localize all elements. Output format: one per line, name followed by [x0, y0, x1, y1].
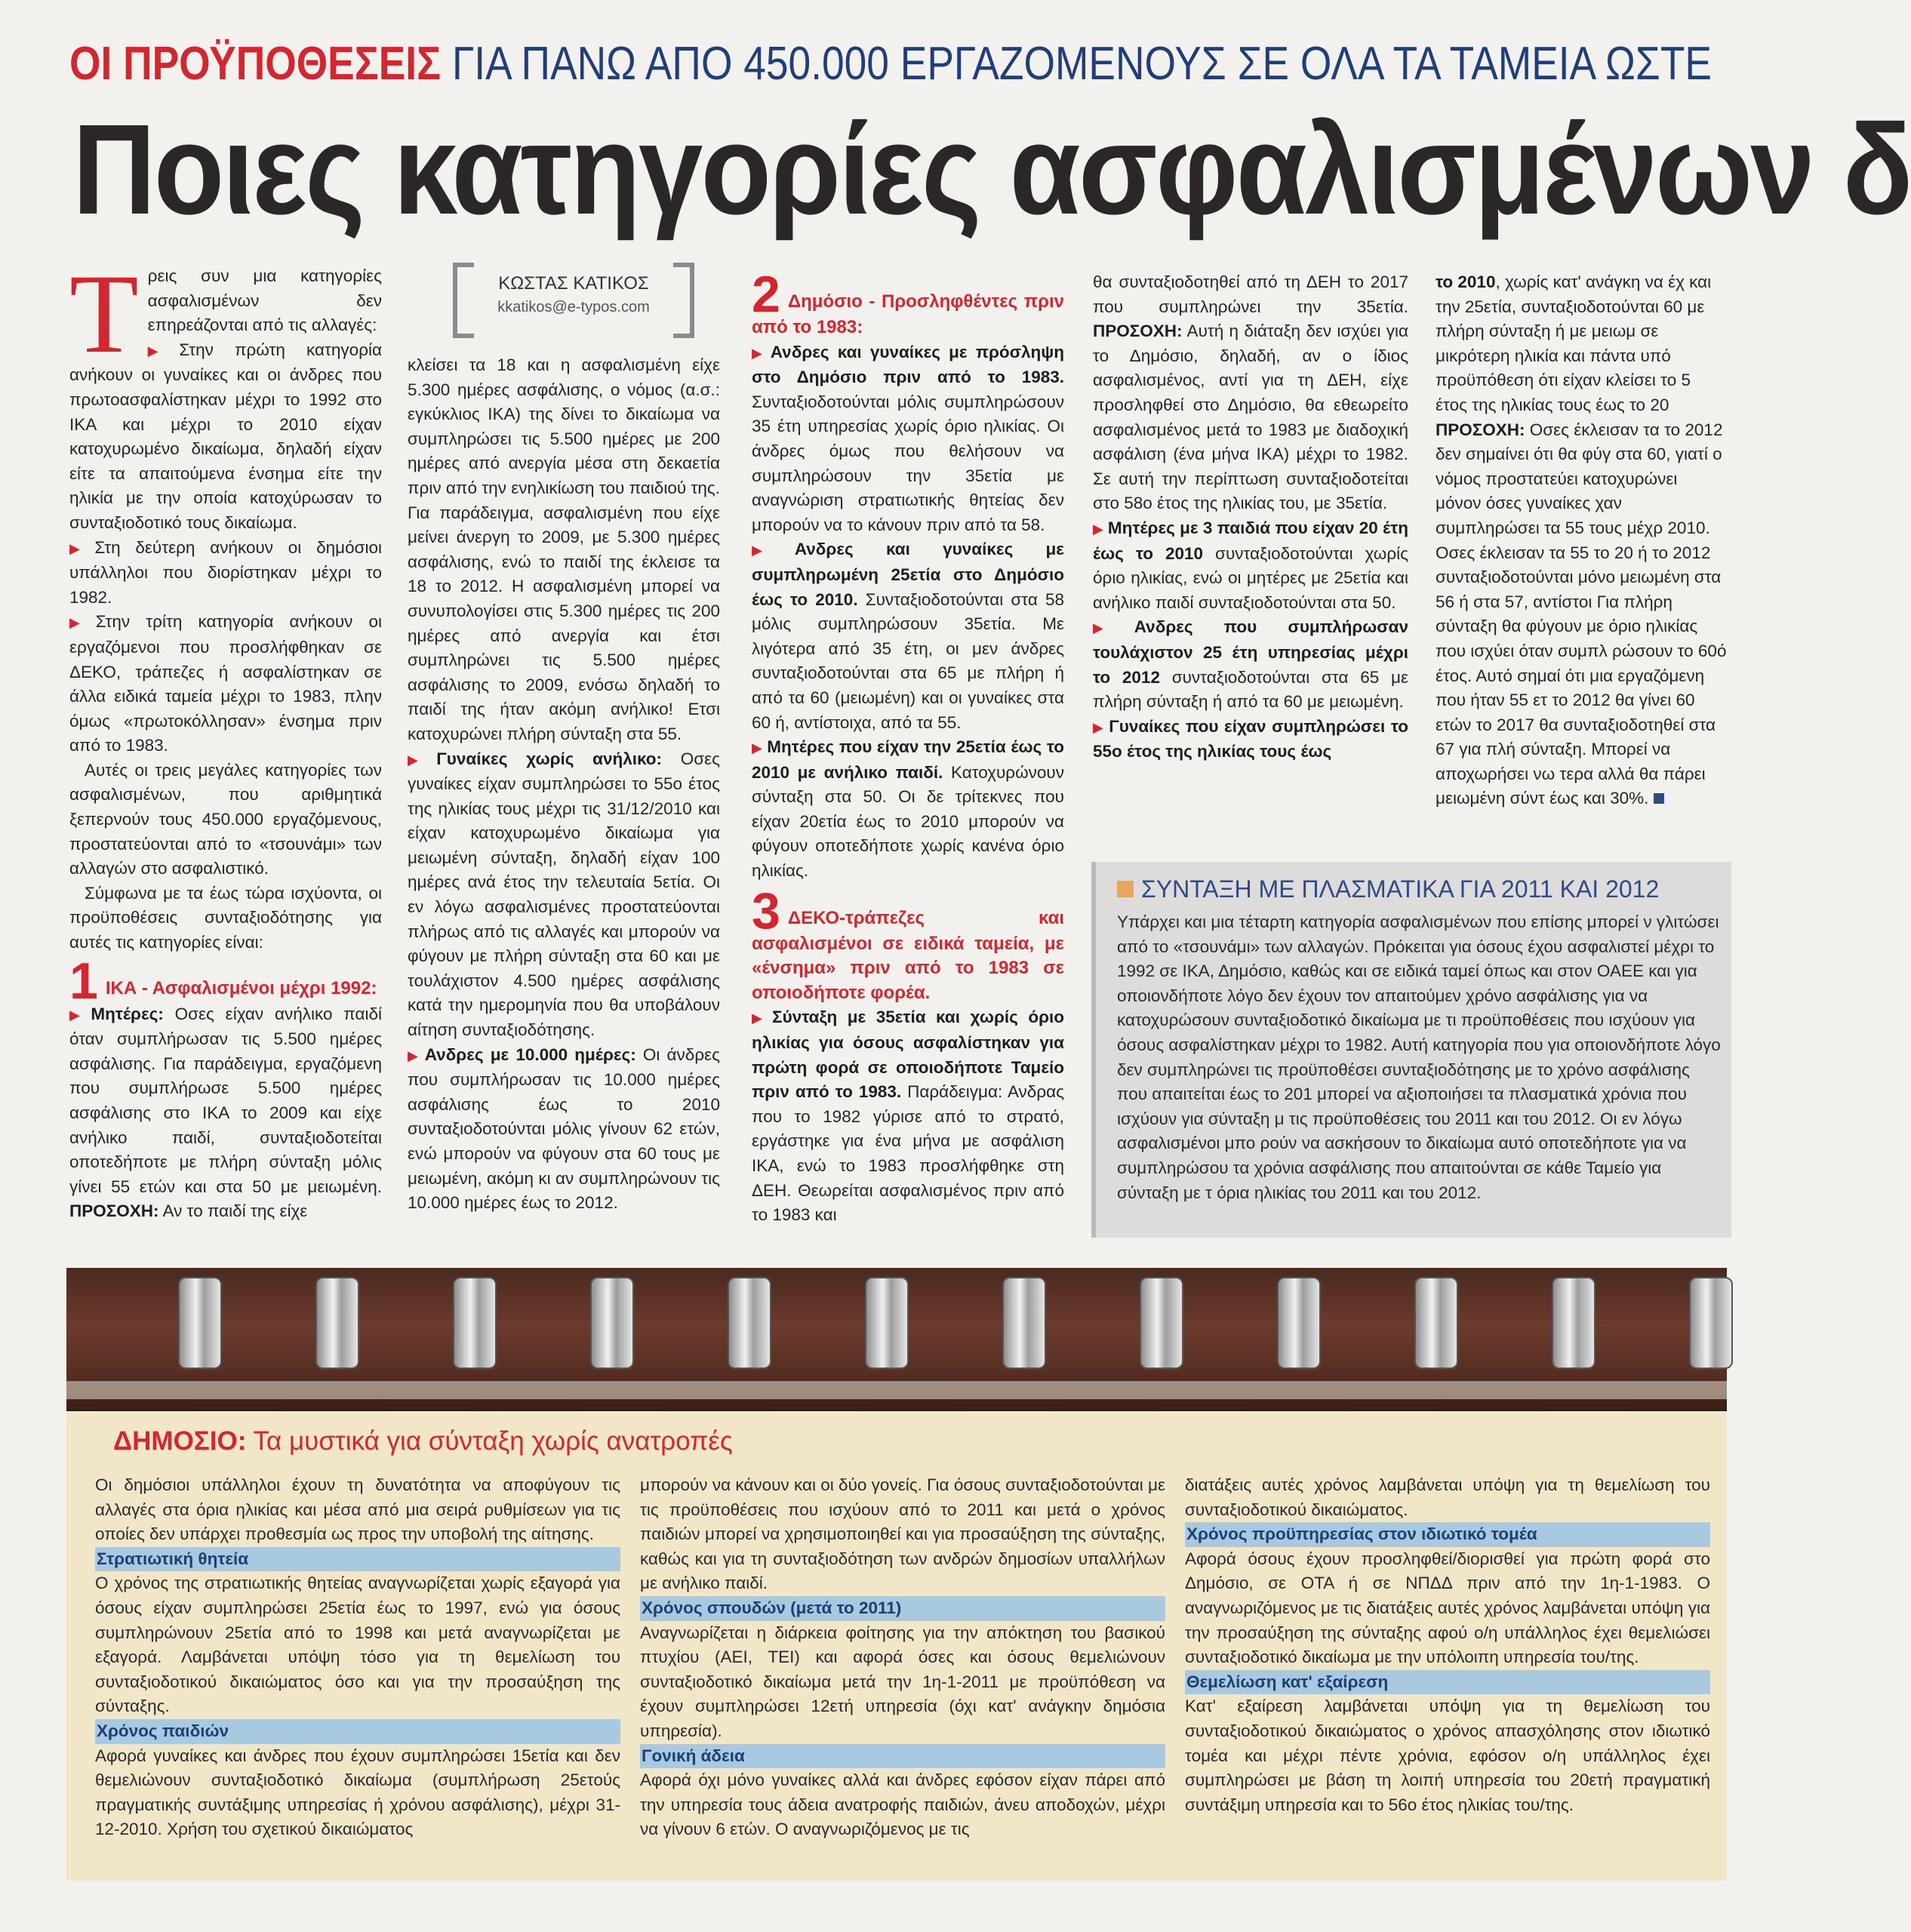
arrow-icon: ▶	[69, 1007, 87, 1023]
box-column-1	[95, 1473, 620, 1842]
paragraph: Οσες γυναίκες είχαν συμπληρώσει το 55ο έτος της ηλικίας τους μέχρι τις 31/12/2010 και είχαν κατοχυρωμένο δικαίωμα για μειωμένη σύνταξη, δηλαδή είχαν 100 ημέρες ανά έτος την τελευταία 5ετία. Οι εν λόγω ασφαλισμένες προστατεύονται πλήρως από τις αλλαγές και μπορούν να φύγουν με πλήρη σύνταξη στα 60 και με τουλάχιστον 4.500 ημέρες ασφάλισης κατά την ημερομηνία που θα υποβάλουν αίτηση συνταξιοδότησης.	[408, 749, 720, 1040]
paragraph: Οι άνδρες που συμπλήρωσαν τις 10.000 ημέρες ασφάλισης έως το 2010 συνταξιοδοτούνται μόλις γίνουν 62 ετών, ενώ μπορούν να φύγουν στα 60 τους με μειωμένη, ακόμη κι αν συμπληρώνουν τις 10.000 ημέρες έως το 2012.	[408, 1044, 720, 1213]
paragraph: Συνταξιοδοτούνται μόλις συμπληρώσουν 35 έτη υπηρεσίας χωρίς όριο ηλικίας. Οι άνδρες όμως που θελήσουν να συμπληρώσουν την 35ετία με αναγνώριση στρατιωτικής θητείας δεν μπορούν να το κάνουν πριν από τα 58.	[752, 392, 1064, 534]
author-email: kkatikos@e-typos.com	[497, 299, 650, 315]
arrow-icon: ▶	[752, 1011, 768, 1026]
bold-lead: Γυναίκες που είχαν συμπληρώσει το 55ο έτος της ηλικίας τους έως	[1093, 716, 1409, 761]
paragraph: Κατ' εξαίρεση λαμβάνεται υπόψη για τη θεμελίωση του συνταξιοδοτικού δικαιώματος ο χρόνος απασχόλησης στον ιδιωτικό τομέα και μέχρι πέντε χρόνια, εφόσον ο/η υπάλληλος έχει συμπληρώσει με βάση τη λοιπή υπηρεσία του 20ετή πραγματική συντάξιμη υπηρεσία και το 56ο έτος ηλικίας του/της.	[1185, 1697, 1710, 1814]
dropcap: Τ	[69, 251, 139, 377]
subheading: Γονική άδεια	[640, 1744, 1165, 1769]
bold-lead: Ανδρες που συμπλήρωσαν τουλάχιστον 25 έτη υπηρεσίας μέχρι το 2012	[1093, 617, 1408, 687]
arrow-icon: ▶	[752, 345, 766, 361]
paper-edge	[66, 1381, 1727, 1399]
paragraph: Συνταξιοδοτούνται στα 58 μόλις συμπληρώσουν 35ετία. Με λιγότερα από 35 έτη, οι μεν άνδρες συνταξιοδοτούνται στα 65 με πλήρη ή από τα 60 (μειωμένη) και οι γυναίκες στα 60 ή, αντίστοιχα, από τα 55.	[752, 589, 1064, 732]
intro-text: ρεις συν μια κατηγορίες ασφαλισμένων δεν επηρεάζονται από τις αλλαγές:	[147, 266, 382, 335]
paragraph: Αφορά όσους έχουν προσληφθεί/διορισθεί για πρώτη φορά στο Δημόσιο, σε ΟΤΑ ή σε ΝΠΔΔ πριν από την 1η-1-1983. Ο αναγνωριζόμενος με τις διατάξεις αυτές χρόνος λαμβάνεται υπόψη για την προσαύξηση της σύνταξης αφού ο/η υπάλληλος έχει θεμελιώσει συνταξιοδοτικό δικαίωμα με την υπόλοιπη υπηρεσία του/της.	[1185, 1549, 1710, 1667]
arrow-icon: ▶	[752, 543, 790, 558]
binder-clip-icon	[1002, 1277, 1046, 1369]
paragraph: Αν το παιδί της είχε	[158, 1201, 308, 1221]
paragraph: Αφορά όχι μόνο γυναίκες αλλά και άνδρες εφόσον είχαν πάρει από την υπηρεσία τους άδεια ανατροφής παιδιών, άνευ αποδοχών, μέχρι να γίνουν 6 ετών. Ο αναγνωριζόμενος με τις	[640, 1770, 1165, 1839]
paragraph: Στην τρίτη κατηγορία ανήκουν οι εργαζόμενοι που προσλήφθηκαν σε ΔΕΚΟ, τράπεζες ή ασφαλίστηκαν σε άλλα ειδικά ταμεία μέχρι το 1983, πλην όμως «πρωτοκόλλησαν» ένσημα πριν από το 1983.	[69, 612, 382, 755]
binder-clip-icon	[728, 1277, 771, 1369]
binder-clip-icon	[1689, 1277, 1733, 1369]
binder-clip-icon	[865, 1277, 909, 1369]
binder-clip-icon	[1552, 1277, 1596, 1369]
section-title: ΔΕΚΟ-τράπεζες και ασφαλισμένοι σε ειδικά ταμεία, με «ένσημα» πριν από το 1983 σε οποιοδήποτε φορέα.	[752, 907, 1064, 1003]
arrow-icon: ▶	[1093, 620, 1130, 636]
paragraph: θα συνταξιοδοτηθεί από τη ΔΕΗ το 2017 που συμπληρώνει την 35ετία.	[1093, 272, 1408, 316]
arrow-icon: ▶	[408, 1048, 420, 1063]
bold-lead: Ανδρες με 10.000 ημέρες:	[424, 1044, 636, 1064]
box-column-2	[640, 1473, 1165, 1842]
arrow-icon: ▶	[69, 540, 91, 556]
section-title: ΙΚΑ - Ασφαλισμένοι μέχρι 1992:	[105, 977, 377, 998]
sidebar-box-title: ΣΥΝΤΑΞΗ ΜΕ ΠΛΑΣΜΑΤΙΚΑ ΓΙΑ 2011 ΚΑΙ 2012	[1141, 875, 1660, 903]
paragraph: συνταξιοδοτούνται χωρίς όριο ηλικίας, ενώ οι μητέρες με 25ετία και ανήλικο παιδί συνταξιοδοτούνται στα 50.	[1093, 543, 1408, 612]
binder-clip-icon	[1140, 1277, 1183, 1369]
bold-lead: Ανδρες και γυναίκες με πρόσληψη στο Δημόσιο πριν από το 1983.	[752, 342, 1064, 387]
arrow-icon: ▶	[69, 615, 91, 631]
bracket-right	[673, 263, 694, 338]
column-3	[752, 266, 1064, 1228]
bold-lead: Μητέρες με 3 παιδιά που είχαν 20 έτη έως το 2010	[1093, 518, 1408, 563]
arrow-icon: ▶	[1093, 719, 1105, 735]
section-number: 1	[69, 952, 98, 1010]
subheading: Στρατιωτική θητεία	[95, 1547, 620, 1572]
attention-label: ΠΡΟΣΟΧΗ:	[1093, 321, 1183, 341]
column-2	[408, 353, 720, 1216]
sidebar-box-dimosio	[66, 1413, 1727, 1881]
paragraph: Αναγνωρίζεται η διάρκεια φοίτησης για την απόκτηση του βασικού πτυχίου (ΑΕΙ, ΤΕΙ) και αφορά όσες και όσους θεμελιώνουν συνταξιοδοτικό δικαίωμα μετά την 1η-1-2011 με προϋπόθεση να έχουν συμπληρώσει 12ετή υπηρεσία (όχι κατ' ανάγκην δημόσια υπηρεσία).	[640, 1623, 1165, 1740]
section-number: 3	[752, 881, 780, 940]
paragraph: Σύμφωνα με τα έως τώρα ισχύοντα, οι προϋποθέσεις συνταξιοδότησης για αυτές τις κατηγορίες είναι:	[69, 883, 382, 952]
end-square-icon	[1654, 793, 1664, 804]
attention-label: ΠΡΟΣΟΧΗ:	[1436, 420, 1525, 439]
paragraph: Παράδειγμα: Ανδρας που το 1982 γύρισε από το στρατό, εργάστηκε για ένα μήνα με ασφάλιση ΙΚΑ, ενώ το 1983 προσλήφθηκε στη ΔΕΗ. Θεωρείται ασφαλισμένος πριν από το 1983 και	[752, 1082, 1064, 1225]
arrow-icon: ▶	[1093, 521, 1103, 537]
paragraph: κλείσει τα 18 και η ασφαλισμένη είχε 5.300 ημέρες ασφάλισης, ο νόμος (α.σ.: εγκύκλιος ΙΚΑ) της δίνει το δικαίωμα να συμπληρώσει τις 5.500 ημέρες με 200 ημέρες από ανεργία μέσα στη δεκαετία πριν από την ενηλικίωση του παιδιού της. Για παράδειγμα, ασφαλισμένη που είχε μείνει άνεργη το 2009, με 5.300 ημέρες ασφάλισης, ενώ το παιδί της έκλεισε τα 18 το 2012. Η ασφαλισμένη μπορεί να συνυπολογίσει στις 5.300 ημέρες τις 200 ημέρες από ανεργία και έτσι συμπληρώνει τις 5.500 ημέρες ασφάλισης το 2009, ενόσω δηλαδή το παιδί της ήταν ακόμη ανήλικο! Ετσι κατοχυρώνει πλήρη σύνταξη στα 55.	[408, 355, 720, 743]
title-rest: Τα μυστικά για σύνταξη χωρίς ανατροπές	[246, 1426, 733, 1456]
bold-lead: Μητέρες:	[91, 1004, 164, 1023]
paragraph: Ο χρόνος της στρατιωτικής θητείας αναγνωρίζεται χωρίς εξαγορά για όσους είχαν συμπληρώσει 25ετία έως το 1997, ενώ για όσους συμπληρώνουν 25ετία από το 1998 και μετά αναγνωρίζεται με εξαγορά. Λαμβάνεται υπόψη τόσο για τη θεμελίωση του συνταξιοδοτικού δικαιώματος όσο και για την προσαύξηση της σύνταξης.	[95, 1574, 620, 1716]
subheading: Θεμελίωση κατ' εξαίρεση	[1185, 1670, 1710, 1695]
orange-square-icon	[1117, 881, 1134, 897]
subheading: Χρόνος παιδιών	[95, 1719, 620, 1744]
binder-clip-icon	[178, 1277, 222, 1369]
kicker	[69, 30, 1712, 98]
section-title: Δημόσιο - Προσληφθέντες πριν από το 1983:	[752, 291, 1064, 337]
arrow-icon: ▶	[752, 740, 763, 756]
binder-clip-icon	[590, 1277, 634, 1369]
binder-clip-icon	[315, 1277, 359, 1369]
column-1	[69, 251, 383, 1224]
box-column-3	[1185, 1473, 1710, 1817]
paragraph: μπορούν να κάνουν και οι δύο γονείς. Για όσους συνταξιοδοτούνται με τις προϋποθέσεις που ισχύουν από το 2011 και μετά ο χρόνος παιδιών μπορεί να χρησιμοποιηθεί και για προσαύξηση της σύνταξης, καθώς και για τη συνταξιοδότηση των ανδρών δημοσίων υπαλλήλων με ανήλικο παιδί.	[640, 1475, 1165, 1593]
paragraph: Οι δημόσιοι υπάλληλοι έχουν τη δυνατότητα να αποφύγουν τις αλλαγές στα όρια ηλικίας και μέσα από μια σειρά ρυθμίσεων για τις οποίες δεν υπάρχει προθεσμία ως προς την υποβολή της αίτησης.	[95, 1475, 620, 1544]
headline: Ποιες κατηγορίες ασφαλισμένων δ	[72, 98, 1911, 242]
binder-clip-icon	[1277, 1277, 1321, 1369]
arrow-icon: ▶	[408, 752, 432, 768]
paragraph: Κατοχυρώνουν σύνταξη στα 50. Οι δε τρίτεκνες που είχαν 20ετία έως το 2010 μπορούν να φύγουν οποτεδήποτε χωρίς κανένα όριο ηλικίας.	[752, 762, 1064, 881]
column-4	[1093, 270, 1408, 764]
bold-lead: Γυναίκες χωρίς ανήλικο:	[436, 749, 663, 768]
section-number: 2	[752, 266, 780, 323]
paragraph: Οσες είχαν ανήλικο παιδί όταν συμπλήρωσαν τις 5.500 ημέρες ασφάλισης. Για παράδειγμα, εργαζόμενη που συμπλήρωσε 5.500 ημέρες ασφάλισης στο ΙΚΑ το 2009 και είχε ανήλικο παιδί, συνταξιοδοτείται οποτεδήποτε με πλήρη σύνταξη μόλις γίνει 55 ετών και στα 50 με μειωμένη.	[69, 1004, 382, 1196]
bold-lead: Μητέρες που είχαν την 25ετία έως το 2010 με ανήλικο παιδί.	[752, 737, 1064, 782]
byline	[453, 263, 694, 331]
paragraph: , χωρίς κατ' ανάγκη να έχ και την 25ετία, συνταξιοδοτούνται 60 με πλήρη σύνταξη ή με μειωμ σε μικρότερη ηλικία και πάντα υπό προϋπόθεση ότι είχαν κλείσει το 5 έτος της ηλικίας τους έως το 20	[1436, 272, 1712, 414]
binder-clip-icon	[1414, 1277, 1458, 1369]
kicker-text: ΓΙΑ ΠΑΝΩ ΑΠΟ 450.000 ΕΡΓΑΖΟΜΕΝΟΥΣ ΣΕ ΟΛΑ ΤΑ ΤΑΜΕΙΑ ΩΣΤΕ	[451, 38, 1712, 90]
column-5	[1436, 270, 1727, 844]
paragraph: Αυτές οι τρεις μεγάλες κατηγορίες των ασφαλισμένων, που αριθμητικά ξεπερνούν τους 450.000 εργαζόμενους, προστατεύονται από το «τσουνάμι» των αλλαγών στο ασφαλιστικό.	[69, 760, 382, 878]
paragraph: συνταξιοδοτούνται στα 65 με πλήρη σύνταξη ή από τα 60 με μειωμένη.	[1093, 667, 1408, 712]
bold-lead: το 2010	[1436, 272, 1496, 291]
sidebar-box-text: Υπάρχει και μια τέταρτη κατηγορία ασφαλισμένων που επίσης μπορεί ν γλιτώσει από το «τσουνάμι» των αλλαγών. Πρόκειται για όσους έχου ασφαλιστεί μέχρι το 1992 σε ΙΚΑ, Δημόσιο, καθώς και σε ειδικά ταμεί όπως και στον ΟΑΕΕ και για οποιονδήποτε λόγο δεν έχουν τον απαιτούμεν χρόνο ασφάλισης για να κατοχυρώσουν συνταξιοδοτικό δικαίωμα με τι προϋποθέσεις που ισχύουν για όσους ασφαλίστηκαν μέχρι το 1982. Αυτή κατηγορία που για οποιονδήποτε λόγο δεν συμπληρώνει τις προϋποθέσει συνταξιοδότησης με το χρόνο ασφάλισης που απαιτείται έως το 201 μπορεί να αξιοποιήσει τα πλασματικά χρόνια που ισχύουν για σύνταξη μ τις προϋποθέσεις του 2011 και του 2012. Οι εν λόγω ασφαλισμένοι μπο ρούν να ασκήσουν το δικαίωμα αυτό οποτεδήποτε για να συμπληρώσου τα χρόνια ασφάλισης που απαιτούνται σε κάθε Ταμείο για σύνταξη με τ όρια ηλικίας του 2011 και του 2012.	[1117, 912, 1721, 1202]
sidebar-box-plasmatika	[1091, 862, 1731, 1238]
subheading: Χρόνος προϋπηρεσίας στον ιδιωτικό τομέα	[1185, 1522, 1710, 1547]
paragraph: διατάξεις αυτές χρόνος λαμβάνεται υπόψη για τη θεμελίωση του συνταξιοδοτικού δικαιώματος.	[1185, 1475, 1710, 1519]
paragraph: Στην πρώτη κατηγορία ανήκουν οι γυναίκες και οι άνδρες που πρωτοασφαλίστηκαν μέχρι το 1992 στο ΙΚΑ και μέχρι το 2010 είχαν κατοχυρωμένο δικαίωμα, δηλαδή είχαν είτε τα απαιτούμενα ένσημα είτε την ηλικία με την οποία κατοχύρωσαν το συνταξιοδοτικό τους δικαίωμα.	[69, 340, 383, 532]
paragraph: Αφορά γυναίκες και άνδρες που έχουν συμπληρώσει 15ετία και δεν θεμελιώνουν συνταξιοδοτικό δικαίωμα (συμπλήρωση 25ετούς πραγματικής συντάξιμης υπηρεσίας ή χρόνου ασφάλισης), μέχρι 31-12-2010. Χρήση του σχετικού δικαιώματος	[95, 1746, 620, 1839]
binder-clip-icon	[453, 1277, 497, 1369]
arrow-icon: ▶	[147, 343, 175, 358]
subheading: Χρόνος σπουδών (μετά το 2011)	[640, 1596, 1165, 1621]
binder-clips-photo	[66, 1268, 1727, 1411]
attention-label: ΠΡΟΣΟΧΗ:	[69, 1201, 159, 1221]
paragraph: Οσες έκλεισαν τα το 2012 δεν σημαίνει ότι θα φύγ στα 60, γιατί ο νόμος προστατεύει κατοχυρώνει μόνον όσες γυναίκες χαν συμπληρώσει τα 55 τους μέχρ 2010. Οσες έκλεισαν τα 55 το 20 ή το 2012 συνταξιοδοτούνται μόνο μειωμένη στα 56 ή στα 57, αντίστοι Για πλήρη σύνταξη θα φύγουν με όριο ηλικίας που ισχύει όταν συμπλ ρώσουν το 60ό έτος. Αυτό σημαί ότι μια εργαζόμενη που ήταν 55 ετ το 2012 θα γίνει 60 ετών το 2017 θα συνταξιοδοτηθεί στα 67 για πλή σύνταξη. Μπορεί να αποχωρήσει νω τερα αλλά θα πάρει μειωμένη σύντ έως και 30%.	[1436, 420, 1727, 808]
paragraph: Αυτή η διάταξη δεν ισχύει για το Δημόσιο, δηλαδή, αν ο ίδιος ασφαλισμένος, αντί για τη ΔΕΗ, είχε προσληφθεί στο Δημόσιο, θα εθεωρείτο ασφαλισμένος μετά το 1983 με διαδοχική ασφάλιση (ένα μήνα ΙΚΑ) μέχρι το 1982. Σε αυτή την περίπτωση συνταξιοδοτείται στο 58ο έτος της ηλικίας του, με 35ετία.	[1093, 321, 1408, 513]
bold-lead: Σύνταξη με 35ετία και χωρίς όριο ηλικίας για όσους ασφαλίστηκαν για πρώτη φορά σε οποιοδήποτε Ταμείο πριν από το 1983.	[752, 1008, 1064, 1102]
bold-lead: Ανδρες και γυναίκες με συμπληρωμένη 25ετία στο Δημόσιο έως το 2010.	[752, 540, 1064, 609]
kicker-highlight: ΟΙ ΠΡΟΫΠΟΘΕΣΕΙΣ	[69, 38, 442, 90]
sidebar-box-title	[113, 1426, 733, 1457]
title-lead: ΔΗΜΟΣΙΟ:	[113, 1426, 247, 1456]
author-name: ΚΩΣΤΑΣ ΚΑΤΙΚΟΣ	[498, 273, 649, 294]
paragraph: Στη δεύτερη ανήκουν οι δημόσιοι υπάλληλοι που διορίστηκαν μέχρι το 1982.	[69, 537, 382, 607]
